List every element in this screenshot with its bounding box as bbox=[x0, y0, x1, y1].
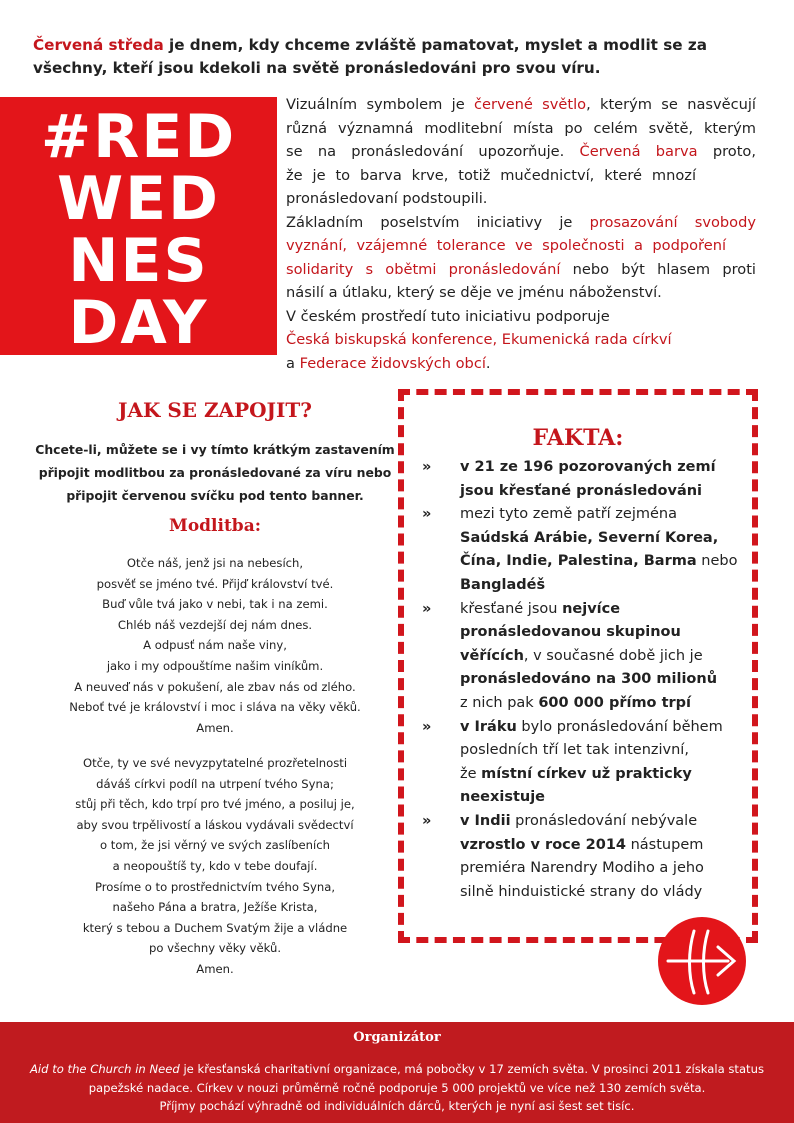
fact-text: nebo bbox=[696, 553, 738, 570]
desc-text: pronásledovaní podstoupili. bbox=[286, 190, 488, 207]
fact-bold: 600 000 přímo trpí bbox=[538, 694, 691, 711]
fact-line: premiéra Narendry Modiho a jeho bbox=[460, 860, 704, 877]
fact-text: z nich pak bbox=[460, 694, 539, 711]
prayer-line: a neopouštíš ty, kdo v tebe doufají. bbox=[112, 858, 318, 873]
fact-bold: Čína, Indie, Palestina, Barma bbox=[460, 553, 697, 570]
prayer-line: Neboť tvé je království i moc i sláva na věky věků. bbox=[69, 700, 361, 715]
prayer-title: Modlitba: bbox=[169, 516, 261, 536]
cross-arrow-icon bbox=[658, 917, 746, 1005]
desc-highlight: solidarity s obětmi pronásledování bbox=[286, 260, 561, 278]
howto-line: připojit červenou svíčku pod tento banner. bbox=[66, 488, 364, 503]
footer-line: je křesťanská charitativní organizace, má pobočky v 17 zemích světa. V prosinci 2011 získala status bbox=[179, 1062, 764, 1076]
fact-item bbox=[422, 810, 742, 904]
footer bbox=[0, 1022, 794, 1123]
banner-line-4: DAY bbox=[68, 288, 209, 358]
bullet-icon: » bbox=[422, 459, 432, 475]
howto-text bbox=[30, 438, 400, 507]
fact-bold: místní církev už prakticky bbox=[481, 765, 692, 782]
fact-item bbox=[422, 598, 742, 716]
howto-line: připojit modlitbou za pronásledované za víru nebo bbox=[38, 465, 392, 480]
desc-text: proto, bbox=[697, 143, 756, 160]
prayer-line: aby svou trpělivostí a láskou vydávali svědectví bbox=[76, 817, 354, 832]
fact-bold: v Iráku bbox=[460, 718, 517, 735]
fact-text: pronásledování nebývale bbox=[510, 812, 698, 829]
facts-title: FAKTA: bbox=[532, 425, 624, 451]
desc-text: , kterým se nasvěcují bbox=[586, 96, 756, 113]
prayer-line: stůj při těch, kdo trpí pro tvé jméno, a posiluj je, bbox=[75, 797, 355, 812]
fact-line: Bangladéš bbox=[460, 576, 546, 593]
fact-bold: nejvíce bbox=[562, 600, 621, 617]
org-name: Aid to the Church in Need bbox=[30, 1062, 180, 1076]
intro-highlight: Červená středa bbox=[33, 36, 164, 54]
prayer-line: po všechny věky věků. bbox=[148, 941, 281, 956]
prayer-line: Amen. bbox=[196, 961, 234, 976]
banner-line-1: #RED bbox=[40, 102, 237, 172]
prayer-line: o tom, že jsi věrný ve svých zaslíbeních bbox=[100, 838, 330, 853]
prayer-line: který s tebou a Duchem Svatým žije a vládne bbox=[82, 920, 348, 935]
red-wednesday-banner bbox=[0, 97, 277, 358]
bullet-icon: » bbox=[422, 718, 432, 735]
fact-text: , v současné době jich je bbox=[523, 647, 703, 664]
desc-highlight: Červená barva bbox=[579, 143, 698, 160]
desc-highlight: Federace židovských obcí bbox=[299, 354, 486, 372]
fact-text: bylo pronásledování během bbox=[516, 718, 723, 735]
desc-text: nebo být hlasem proti bbox=[560, 260, 756, 278]
fact-line: posledních tří let tak intenzivní, bbox=[460, 742, 689, 759]
bullet-icon: » bbox=[422, 600, 432, 617]
prayer-line: jako i my odpouštíme našim viníkům. bbox=[106, 658, 324, 673]
desc-text: a bbox=[286, 354, 300, 372]
fact-line: Saúdská Arábie, Severní Korea, bbox=[460, 529, 719, 546]
bullet-icon: » bbox=[422, 812, 432, 829]
fact-line: v 21 ze 196 pozorovaných zemí bbox=[460, 459, 716, 475]
prayer-line: Chléb náš vezdejší dej nám dnes. bbox=[117, 617, 313, 632]
fact-bold: vzrostlo v roce 2014 bbox=[460, 836, 626, 853]
description bbox=[286, 93, 756, 375]
banner-line-2: WED bbox=[57, 164, 220, 234]
prayer-line: Amen. bbox=[196, 720, 234, 735]
footer-line: Příjmy pochází výhradně od individuálních dárců, kterých je nyní asi šest set tisíc. bbox=[159, 1099, 635, 1113]
fact-bold: věřících bbox=[460, 647, 524, 664]
prayer-line: A neuveď nás v pokušení, ale zbav nás od zlého. bbox=[74, 679, 356, 694]
prayer-line: našeho Pána a bratra, Ježíše Krista, bbox=[112, 900, 318, 915]
desc-text: násilí a útlaku, který se děje ve jménu náboženství. bbox=[286, 284, 662, 301]
desc-text: V českém prostředí tuto iniciativu podporuje bbox=[286, 307, 610, 325]
howto-title: JAK SE ZAPOJIT? bbox=[118, 398, 312, 422]
fact-line: jsou křesťané pronásledováni bbox=[460, 482, 703, 499]
acn-logo-icon bbox=[658, 917, 746, 1005]
prayer-line: A odpusť nám naše viny, bbox=[143, 638, 287, 653]
footer-text bbox=[20, 1060, 774, 1116]
lords-prayer bbox=[30, 553, 400, 738]
fact-item bbox=[422, 456, 742, 503]
desc-highlight: vyznání, vzájemné tolerance ve společnosti a podpoření bbox=[286, 237, 726, 254]
fact-bold: v Indii bbox=[460, 812, 511, 829]
bullet-icon: » bbox=[422, 506, 432, 523]
intro-rest: je dnem, kdy chceme zvláště pamatovat, myslet a modlit se za všechny, kteří jsou kdekoli na světě pronásledováni pro svou víru. bbox=[33, 36, 707, 77]
fact-line: neexistuje bbox=[460, 789, 546, 806]
prayer-line: Otče, ty ve své nevyzpytatelné prozřetelnosti bbox=[82, 756, 348, 770]
fact-line: pronásledovanou skupinou bbox=[460, 624, 681, 641]
fact-item bbox=[422, 716, 742, 810]
prayer-line: Otče náš, jenž jsi na nebesích, bbox=[126, 556, 304, 570]
banner-line-3: NES bbox=[68, 226, 209, 296]
fact-line: pronásledováno na 300 milionů bbox=[460, 671, 718, 688]
footer-title: Organizátor bbox=[353, 1030, 441, 1045]
desc-text: že je to barva krve, totiž mučednictví, které mnozí bbox=[286, 166, 696, 184]
fact-item bbox=[422, 503, 742, 597]
persecuted-prayer bbox=[30, 753, 400, 980]
desc-text: Základním poselstvím iniciativy je bbox=[286, 213, 590, 231]
desc-text: Vizuálním symbolem je bbox=[286, 96, 474, 113]
facts-list bbox=[422, 456, 742, 904]
fact-text: nástupem bbox=[626, 836, 704, 853]
fact-line: mezi tyto země patří zejména bbox=[460, 506, 677, 523]
desc-highlight: Česká biskupská konference, Ekumenická rada církví bbox=[286, 331, 672, 348]
desc-highlight: červené světlo bbox=[473, 96, 587, 113]
prayer-line: Prosíme o to prostřednictvím tvého Syna, bbox=[95, 879, 335, 894]
fact-line: silně hinduistické strany do vlády bbox=[460, 883, 703, 900]
prayer-line: posvěť se jméno tvé. Přijď království tvé. bbox=[96, 576, 334, 591]
fact-text: že bbox=[460, 765, 482, 782]
intro-text bbox=[33, 34, 768, 80]
footer-line: papežské nadace. Církev v nouzi průměrně ročně podporuje 5 000 projektů ve více než 130 zemích světa. bbox=[88, 1080, 706, 1095]
desc-text: se na pronásledování upozorňuje. bbox=[286, 143, 580, 160]
desc-highlight: prosazování svobody bbox=[589, 213, 756, 231]
desc-text: . bbox=[485, 354, 491, 372]
prayer-line: dáváš církvi podíl na utrpení tvého Syna; bbox=[96, 776, 334, 791]
prayer-line: Buď vůle tvá jako v nebi, tak i na zemi. bbox=[102, 597, 328, 612]
desc-text: různá významná modlitební místa po celém světě, kterým bbox=[286, 119, 756, 137]
howto-line: Chcete-li, můžete se i vy tímto krátkým zastavením bbox=[35, 442, 395, 457]
fact-text: křesťané jsou bbox=[460, 600, 563, 617]
